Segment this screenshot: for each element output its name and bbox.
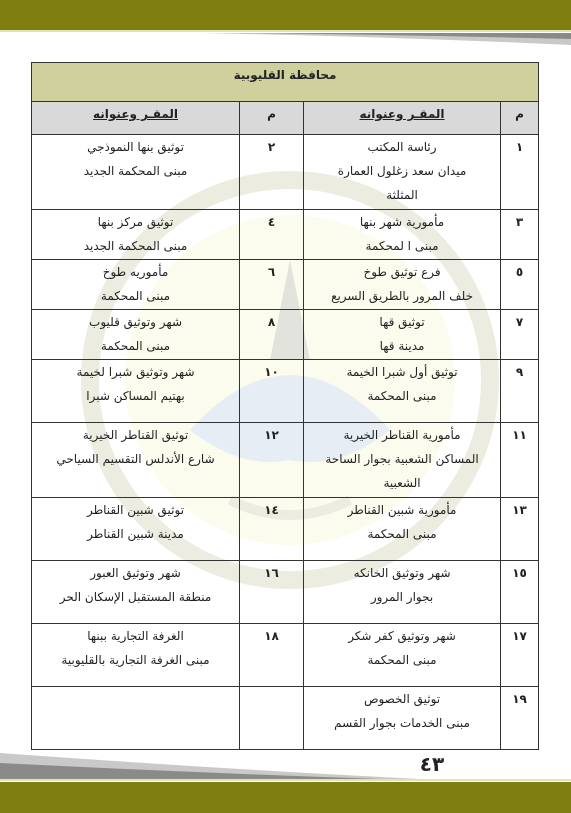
page-title: محافظة القليوبية: [32, 63, 539, 102]
address-line: شهر وتوثيق كفر شكر: [348, 629, 456, 643]
address-line: فرع توثيق طوخ: [363, 265, 441, 279]
row-number: ١٧: [501, 624, 539, 687]
address-line: شهر وتوثيق قليوب: [89, 315, 182, 329]
table-row: [32, 687, 539, 750]
address-line: توثيق القناطر الخيرية: [82, 428, 189, 442]
address-line: توثيق بنها النموذجي: [87, 140, 184, 154]
table-row: [32, 423, 539, 498]
row-number: ٥: [501, 260, 539, 310]
office-address-cell: [304, 210, 501, 260]
row-number: ٤: [240, 210, 304, 260]
address-line: بجوار المرور: [370, 590, 434, 604]
page-number: ٤٣: [419, 752, 445, 776]
address-line: المساكن الشعبية بجوار الساحة: [325, 452, 479, 466]
address-line: شهر وتوثيق الخانكه: [353, 566, 451, 580]
address-line: مبنى المحكمة الجديد: [83, 239, 188, 253]
address-line: الغرفة التجارية ببنها: [87, 629, 184, 643]
office-address-cell: [304, 423, 501, 498]
address-line: مبنى المحكمة الجديد: [83, 164, 188, 178]
table-row: [32, 260, 539, 310]
row-number: ١٢: [240, 423, 304, 498]
address-line: توثيق شبين القناطر: [86, 503, 185, 517]
row-number: [240, 687, 304, 750]
address-line: توثيق مركز بنها: [97, 215, 174, 229]
office-address-cell: [304, 561, 501, 624]
table-row: [32, 624, 539, 687]
table-row: [32, 561, 539, 624]
address-line: رئاسة المكتب: [367, 140, 437, 154]
office-address-cell: [304, 687, 501, 750]
offices-table: [31, 62, 539, 750]
address-line: مأمورية القناطر الخيرية: [343, 428, 461, 442]
header-address-1: المقـر وعنوانه: [304, 102, 501, 135]
address-line: مدينة شبين القناطر: [87, 527, 184, 541]
address-line: مبنى ا لمحكمة: [365, 239, 439, 253]
row-number: ١: [501, 135, 539, 210]
address-line: شارع الأندلس التقسيم السياحي: [56, 452, 215, 466]
address-line: مبنى المحكمة: [100, 289, 171, 303]
header-address-2: المقـر وعنوانه: [32, 102, 240, 135]
bottom-band-line: [0, 779, 571, 781]
address-line: مبنى الخدمات بجوار القسم: [334, 716, 470, 730]
address-line: مبنى الغرفة التجارية بالقليوبية: [61, 653, 210, 667]
address-line: مبنى المحكمة: [367, 527, 437, 541]
address-line: توثيق أول شبرا الخيمة: [346, 365, 458, 379]
office-address-cell: [32, 624, 240, 687]
address-line: مبنى المحكمة: [367, 389, 437, 403]
row-number: ٣: [501, 210, 539, 260]
header-num-2: م: [240, 102, 304, 135]
table-body: [32, 135, 539, 750]
bottom-band: [0, 782, 571, 813]
address-line: مأموريه طوخ: [102, 265, 169, 279]
address-line: مدينة قها: [379, 339, 425, 353]
table-row: [32, 310, 539, 360]
row-number: ١٠: [240, 360, 304, 423]
table-row: [32, 210, 539, 260]
top-swoosh: [200, 33, 571, 47]
row-number: ١٦: [240, 561, 304, 624]
office-address-cell: [32, 360, 240, 423]
address-line: خلف المرور بالطريق السريع: [331, 289, 473, 303]
office-address-cell: [304, 360, 501, 423]
row-number: ٧: [501, 310, 539, 360]
office-address-cell: [304, 260, 501, 310]
office-address-cell: [32, 310, 240, 360]
top-band: [0, 0, 571, 30]
address-line: توثيق قها: [379, 315, 425, 329]
row-number: ٨: [240, 310, 304, 360]
table-row: [32, 135, 539, 210]
office-address-cell: [32, 561, 240, 624]
row-number: ١٩: [501, 687, 539, 750]
row-number: ١٥: [501, 561, 539, 624]
office-address-cell: [32, 260, 240, 310]
address-line: ميدان سعد زغلول العمارة: [337, 164, 467, 178]
office-address-cell: [32, 498, 240, 561]
table-row: [32, 360, 539, 423]
address-line: المثلثة: [386, 188, 418, 202]
row-number: ١٨: [240, 624, 304, 687]
office-address-cell: [304, 310, 501, 360]
office-address-cell: [32, 687, 240, 750]
office-address-cell: [304, 135, 501, 210]
address-line: مبنى المحكمة: [367, 653, 437, 667]
office-address-cell: [32, 423, 240, 498]
address-line: منطقة المستقبل الإسكان الحر: [59, 590, 212, 604]
address-line: الشعبية: [383, 476, 421, 490]
row-number: ٦: [240, 260, 304, 310]
row-number: ٩: [501, 360, 539, 423]
top-band-line: [0, 30, 571, 32]
header-num-1: م: [501, 102, 539, 135]
address-line: توثيق الخصوص: [363, 692, 441, 706]
row-number: ١١: [501, 423, 539, 498]
office-address-cell: [32, 135, 240, 210]
office-address-cell: [304, 624, 501, 687]
address-line: شهر وتوثيق العبور: [90, 566, 181, 580]
address-line: بهتيم المساكن شبرا: [86, 389, 185, 403]
address-line: شهر وتوثيق شبرا لخيمة: [76, 365, 195, 379]
office-address-cell: [32, 210, 240, 260]
address-line: مأمورية شهر بنها: [359, 215, 445, 229]
row-number: ٢: [240, 135, 304, 210]
row-number: ١٤: [240, 498, 304, 561]
bottom-swoosh: [0, 749, 420, 779]
table-row: [32, 498, 539, 561]
address-line: مبنى المحكمة: [100, 339, 171, 353]
address-line: مأمورية شبين القناطر: [347, 503, 457, 517]
row-number: ١٣: [501, 498, 539, 561]
office-address-cell: [304, 498, 501, 561]
